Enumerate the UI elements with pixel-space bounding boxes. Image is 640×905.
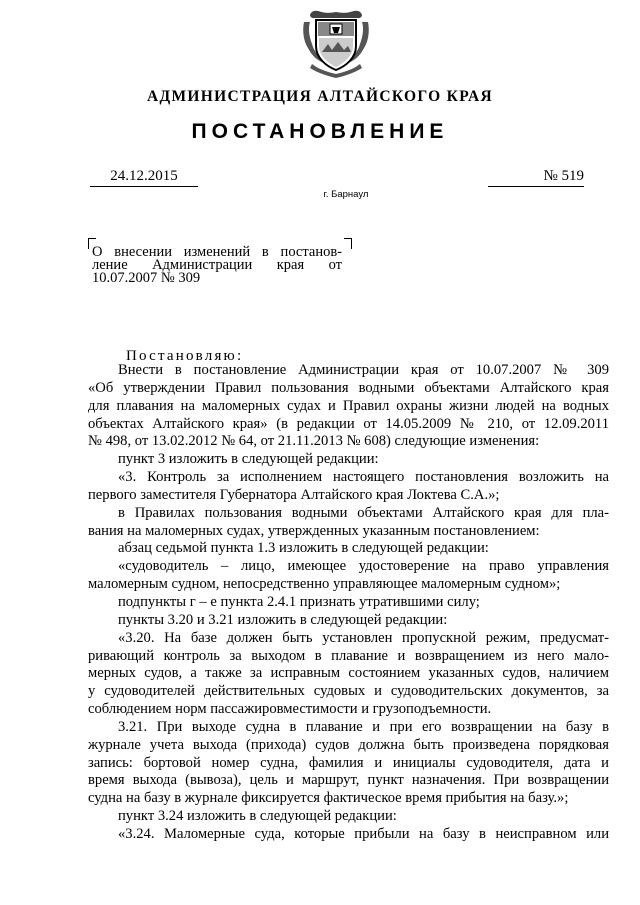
body-line: ривающий контроль за выходом в плавание и возвращением из него мало- bbox=[88, 647, 609, 664]
body-line: «3. Контроль за исполнением настоящего постановления возложить на bbox=[118, 469, 609, 486]
document-type-title: ПОСТАНОВЛЕНИЕ bbox=[191, 120, 449, 143]
body-line: «судоводитель – лицо, имеющее удостоверение на право управления bbox=[118, 558, 609, 575]
body-line: в Правилах пользования водными объектами Алтайского края для пла- bbox=[118, 504, 609, 521]
body-line: пункт 3 изложить в следующей редакции: bbox=[118, 451, 379, 468]
document-body bbox=[88, 362, 609, 844]
body-line: запись: бортовой номер судна, фамилия и инициалы судоводителя, дата и bbox=[88, 754, 609, 771]
body-line: для плавания на маломерных судах и Правил охраны жизни людей на водных bbox=[88, 397, 609, 414]
body-line: пункты 3.20 и 3.21 изложить в следующей редакции: bbox=[118, 611, 448, 628]
document-date: 24.12.2015 bbox=[90, 168, 198, 187]
body-line: первого заместителя Губернатора Алтайского края Локтева С.А.»; bbox=[88, 486, 500, 503]
document-number: № 519 bbox=[488, 168, 584, 187]
organization-title: АДМИНИСТРАЦИЯ АЛТАЙСКОГО КРАЯ bbox=[147, 88, 493, 105]
document-city: г. Барнаул bbox=[323, 189, 369, 200]
body-line: абзац седьмой пункта 1.3 изложить в следующей редакции: bbox=[118, 540, 489, 557]
body-line: вания на маломерных судах, утвержденных указанным постановлением: bbox=[88, 522, 540, 539]
body-line: пункт 3.24 изложить в следующей редакции: bbox=[118, 808, 397, 825]
body-line: время выхода (вывоза), цель и маршрут, пункт назначения. При возвращении bbox=[88, 772, 609, 789]
body-line: объектах Алтайского края» (в редакции от 14.05.2009 № 210, от 12.09.2011 bbox=[88, 415, 609, 432]
body-line: журнале учета выхода (прихода) судов должна быть произведена порядковая bbox=[88, 736, 609, 753]
body-line: Внести в постановление Администрации края от 10.07.2007 № 309 bbox=[118, 362, 609, 378]
decree-word: Постановляю: bbox=[126, 348, 244, 364]
body-line: «Об утверждении Правил пользования водными объектами Алтайского края bbox=[88, 379, 609, 396]
body-line: мерных судов, а также за исправным состоянием указанных судов, наличием bbox=[88, 665, 609, 682]
body-line: «3.20. На базе должен быть установлен пропускной режим, предусмат- bbox=[118, 629, 609, 646]
subject-corner-right bbox=[344, 238, 352, 249]
body-line: подпункты г – е пункта 2.4.1 признать утратившими силу; bbox=[118, 593, 480, 610]
subject-line: О внесении изменений в постанов- bbox=[92, 244, 342, 260]
coat-of-arms-icon bbox=[296, 8, 376, 82]
body-line: «3.24. Маломерные суда, которые прибыли на базу в неисправном или bbox=[118, 825, 609, 842]
body-line: маломерным судном, непосредственно управляющее маломерным судном»; bbox=[88, 576, 561, 593]
document-subject bbox=[92, 246, 342, 285]
body-line: № 498, от 13.02.2012 № 64, от 21.11.2013 № 608) следующие изменения: bbox=[88, 433, 540, 450]
body-line: 3.21. При выходе судна в плавание и при его возвращении на базу в bbox=[118, 718, 609, 735]
body-line: соблюдением норм пассажировместимости и грузоподъемности. bbox=[88, 701, 492, 718]
body-line: судна на базу в журнале фиксируется фактическое время прибытия на базу.»; bbox=[88, 790, 569, 807]
body-line: у судоводителей действительных судовых и судоводительских документов, за bbox=[88, 683, 609, 700]
subject-line: 10.07.2007 № 309 bbox=[92, 270, 201, 286]
subject-line: ление Администрации края от bbox=[92, 257, 342, 273]
